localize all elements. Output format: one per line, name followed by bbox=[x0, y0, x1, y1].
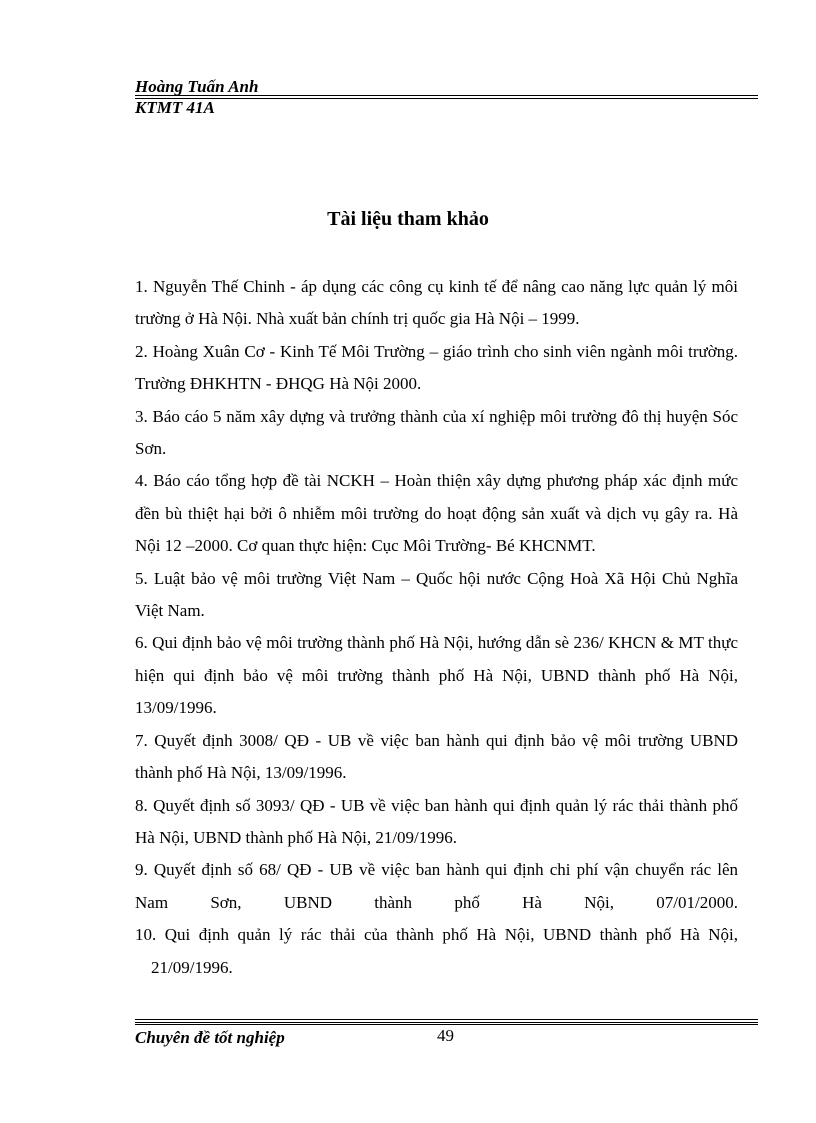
reference-item: 6. Qui định bảo vệ môi trường thành phố Hà Nội, hướng dẫn sè 236/ KHCN & MT thực hiện qui định bảo vệ môi trường thành phố Hà Nội, UBND thành phố Hà Nội, 13/09/1996. bbox=[135, 633, 738, 718]
page-title: Tài liệu tham khảo bbox=[327, 208, 489, 230]
header-rule bbox=[135, 95, 758, 99]
reference-list bbox=[135, 271, 738, 984]
reference-item: 10. Qui định quản lý rác thải của thành phố Hà Nội, UBND thành phố Hà Nội, 21/09/1996. bbox=[135, 925, 738, 977]
reference-item: 9. Quyết định số 68/ QĐ - UB về việc ban hành qui định chi phí vận chuyển rác lên Nam Sơn, UBND thành phố Hà Nội, 07/01/2000. bbox=[135, 860, 738, 912]
page-header bbox=[135, 77, 758, 117]
footer-rule bbox=[135, 1019, 758, 1023]
page-footer bbox=[135, 1019, 758, 1059]
page-number: 49 bbox=[437, 1026, 454, 1045]
reference-item: 2. Hoàng Xuân Cơ - Kinh Tế Môi Trường – giáo trình cho sinh viên ngành môi trường. Trường ĐHKHTN - ĐHQG Hà Nội 2000. bbox=[135, 341, 738, 394]
header-author: Hoàng Tuấn Anh bbox=[135, 77, 259, 96]
footer-rule-thin bbox=[135, 1024, 758, 1025]
reference-item: 8. Quyết định số 3093/ QĐ - UB về việc ban hành qui định quản lý rác thải thành phố Hà Nội, UBND thành phố Hà Nội, 21/09/1996. bbox=[135, 795, 738, 847]
reference-item: 7. Quyết định 3008/ QĐ - UB về việc ban hành qui định bảo vệ môi trường UBND thành phố Hà Nội, 13/09/1996. bbox=[135, 730, 738, 783]
footer-label: Chuyên đề tốt nghiệp bbox=[135, 1028, 285, 1047]
reference-item: 5. Luật bảo vệ môi trường Việt Nam – Quốc hội nước Cộng Hoà Xã Hội Chủ Nghĩa Việt Nam. bbox=[135, 568, 738, 621]
reference-item: 1. Nguyễn Thế Chinh - áp dụng các công cụ kinh tế để nâng cao năng lực quản lý môi trường ở Hà Nội. Nhà xuất bản chính trị quốc gia Hà Nội – 1999. bbox=[135, 277, 738, 329]
header-class: KTMT 41A bbox=[135, 98, 215, 117]
reference-item: 3. Báo cáo 5 năm xây dựng và trưởng thành của xí nghiệp môi trường đô thị huyện Sóc Sơn. bbox=[135, 406, 738, 459]
reference-item: 4. Báo cáo tổng hợp đề tài NCKH – Hoàn thiện xây dựng phương pháp xác định mức đền bù thiệt hại bởi ô nhiễm môi trường do hoạt động sản xuất và dịch vụ gây ra. Hà Nội 12 –2000. Cơ quan thực hiện: Cục Môi Trường- Bé KHCNMT. bbox=[135, 471, 738, 556]
